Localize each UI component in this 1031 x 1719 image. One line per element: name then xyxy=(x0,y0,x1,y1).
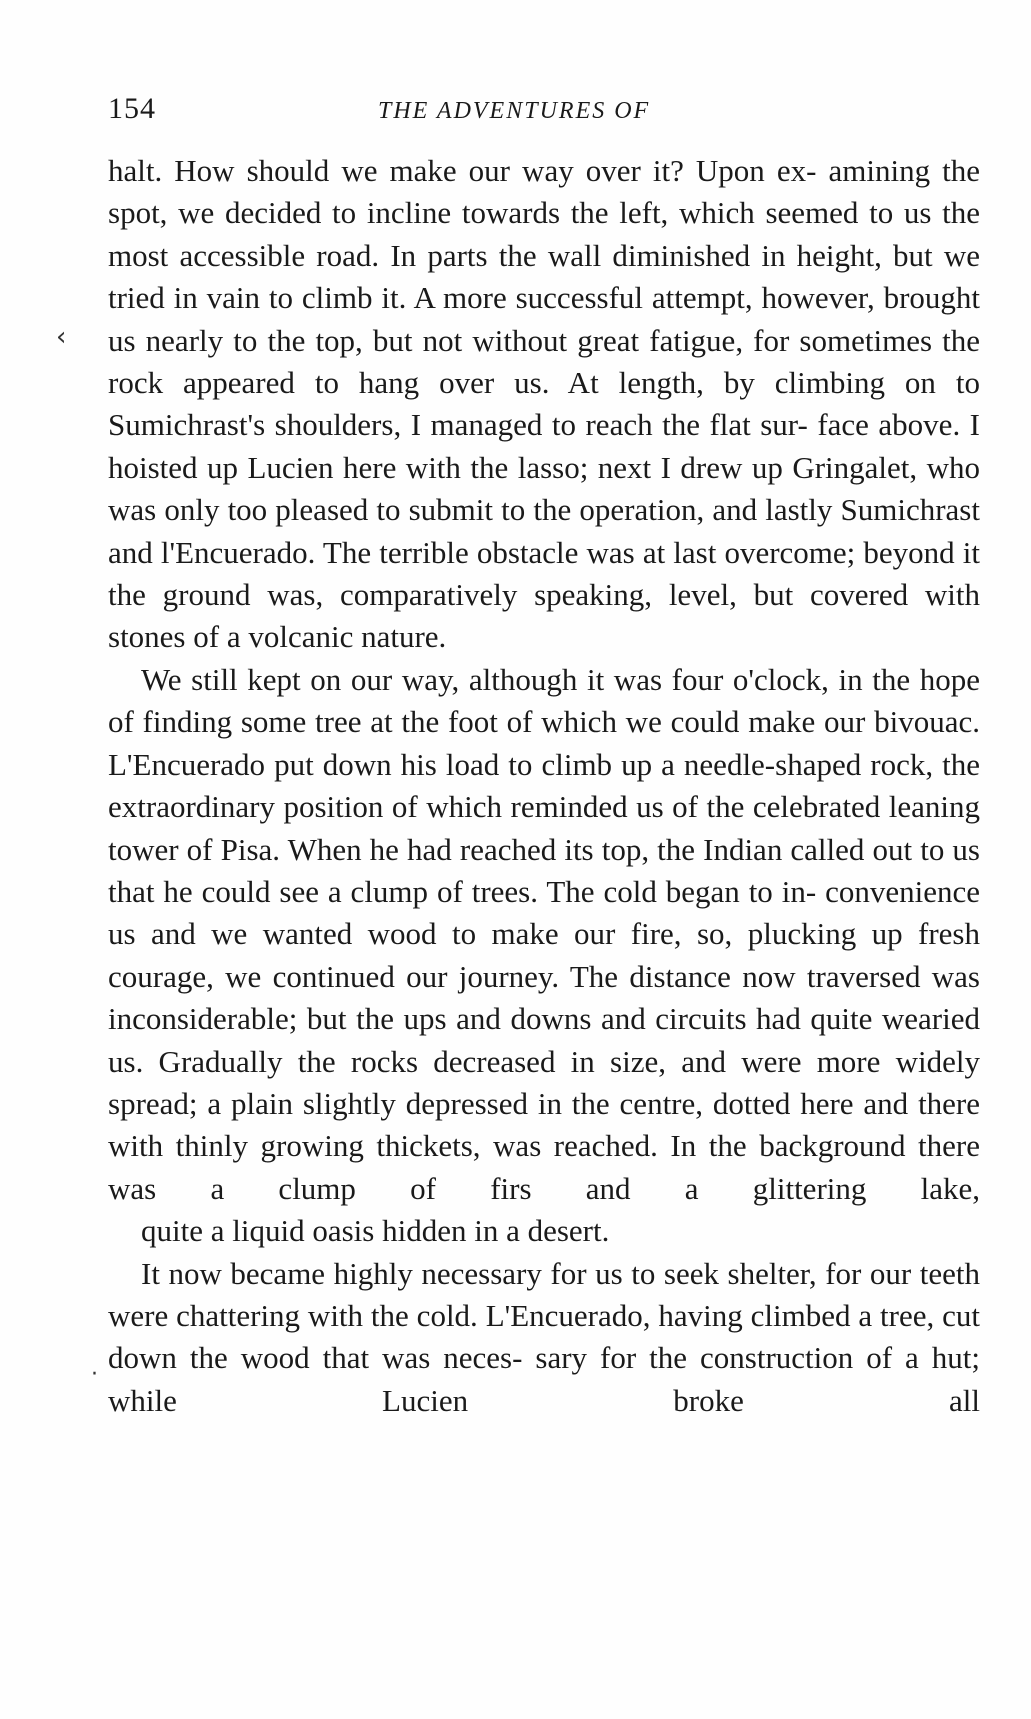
text-line: the rocks decreased in size, and were more widely spread; xyxy=(108,1043,980,1121)
margin-arrow-mark: ‹ xyxy=(56,322,67,352)
body-text xyxy=(108,150,980,1422)
paragraph xyxy=(108,659,980,1253)
text-line: the operation, and lastly Sumichrast and l'Encuerado. The xyxy=(108,492,980,570)
text-line: stones of a volcanic nature. xyxy=(108,619,447,655)
text-line: plucking up fresh courage, we continued our journey. The xyxy=(108,916,980,994)
text-line: halt. How should we make our way over it? Upon ex- xyxy=(108,153,817,188)
text-line: convenience us and we wanted wood to make our fire, so, xyxy=(108,873,981,952)
text-line: sary for the construction of a hut; while Lucien broke all xyxy=(108,1340,981,1418)
text-line: It now became highly necessary for us to seek shelter, xyxy=(141,1255,817,1291)
text-line: A more successful attempt, however, brought us nearly to xyxy=(108,280,981,358)
text-line: that he could see a clump of trees. The cold began to in- xyxy=(108,873,817,909)
page-number: 154 xyxy=(108,92,156,125)
text-line: there with thinly growing thickets, was reached. In the xyxy=(108,1085,981,1164)
text-line: When he had reached its top, the Indian called out to us xyxy=(287,831,980,867)
text-line: face above. I hoisted up Lucien here with the lasso; next I xyxy=(108,407,981,485)
text-line: for our teeth were chattering with the cold. L'Encuerado, xyxy=(108,1255,981,1333)
margin-dot-mark: · xyxy=(91,1362,98,1387)
text-line: the top, but not without great fatigue, for sometimes the xyxy=(267,322,981,358)
paragraph xyxy=(108,1253,980,1423)
paragraph xyxy=(108,150,980,659)
text-line: which reminded us of the celebrated leaning tower of Pisa. xyxy=(108,789,980,867)
text-line: having climbed a tree, cut down the wood that was neces- xyxy=(108,1297,980,1376)
text-line: ground was, comparatively speaking, level, but covered with xyxy=(162,577,980,613)
text-line: amining the spot, we decided to incline towards the left, xyxy=(108,153,980,231)
text-line: to Sumichrast's shoulders, I managed to reach the flat sur- xyxy=(108,365,980,443)
running-head: THE ADVENTURES OF xyxy=(378,98,651,124)
text-line: the hope of finding some tree at the foot of which we could xyxy=(108,661,981,740)
page-header xyxy=(108,92,988,132)
text-line: make our bivouac. L'Encuerado put down his load to xyxy=(108,704,981,782)
text-line: drew up Gringalet, who was only too pleased to submit to xyxy=(108,449,980,528)
text-line: climb up a needle-shaped rock, the extraordinary position of xyxy=(108,746,980,825)
text-line: rock appeared to hang over us. At length, by climbing on xyxy=(108,365,936,401)
text-line: quite a liquid oasis hidden in a desert. xyxy=(141,1213,610,1249)
text-line: background there was a clump of firs and a glittering lake, xyxy=(108,1128,981,1206)
text-line: wall diminished in height, but we tried in vain to climb it. xyxy=(108,237,980,316)
text-line: which seemed to us the most accessible road. In parts the xyxy=(108,195,981,273)
text-line: terrible obstacle was at last overcome; beyond it the xyxy=(108,534,980,613)
text-line: distance now traversed was inconsiderable; but the ups xyxy=(108,958,981,1037)
text-line: We still kept on our way, although it was four o'clock, in xyxy=(141,661,863,697)
text-line: and downs and circuits had quite wearied us. Gradually xyxy=(108,1001,980,1079)
text-line: a plain slightly depressed in the centre, dotted here and xyxy=(207,1085,909,1121)
